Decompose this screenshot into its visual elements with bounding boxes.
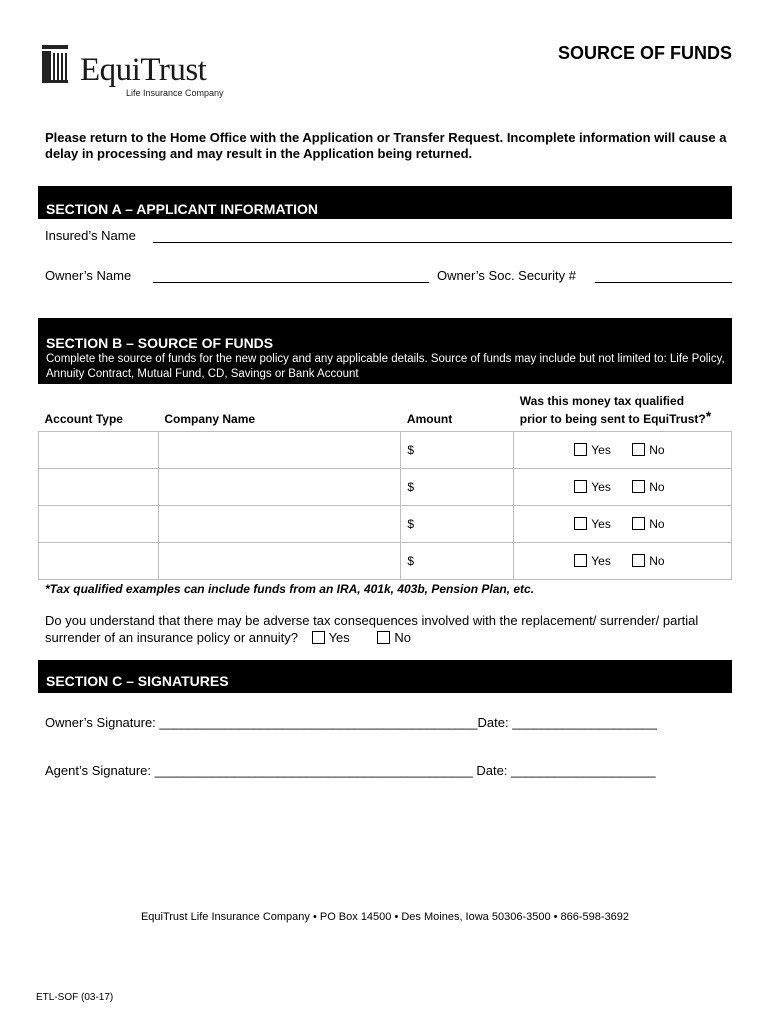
owner-name-label: Owner’s Name — [45, 268, 132, 283]
yes-label: Yes — [591, 516, 611, 531]
insured-name-label: Insured’s Name — [45, 228, 136, 243]
no-label: No — [649, 442, 665, 457]
account-type-cell[interactable] — [39, 431, 159, 468]
yes-checkbox[interactable] — [574, 443, 587, 456]
owner-name-field[interactable] — [153, 282, 429, 283]
question-yes-checkbox[interactable] — [312, 631, 325, 644]
yes-label: Yes — [591, 442, 611, 457]
account-type-cell[interactable] — [39, 505, 159, 542]
logo-subtitle: Life Insurance Company — [126, 88, 224, 98]
section-b-header — [38, 318, 732, 384]
col-account-type: Account Type — [44, 411, 123, 426]
asterisk-mark: * — [705, 407, 712, 424]
tax-consequence-question — [45, 612, 735, 646]
table-row — [39, 542, 732, 579]
amount-cell[interactable] — [401, 542, 514, 579]
section-a-title: SECTION A – APPLICANT INFORMATION — [46, 201, 318, 217]
no-checkbox[interactable] — [632, 517, 645, 530]
table-row — [39, 468, 732, 505]
dollar-sign: $ — [407, 553, 415, 568]
page-title: SOURCE OF FUNDS — [557, 43, 732, 63]
logo-wordmark: EquiTrust — [80, 52, 207, 88]
col-tax-qualified-line1: Was this money tax qualified — [519, 393, 685, 408]
source-of-funds-table — [38, 384, 732, 580]
instructions-notice: Please return to the Home Office with the Application or Transfer Request. Incomplete information will cause a delay in processing and may result in the Application being returned. — [45, 130, 727, 161]
section-c-title: SECTION C – SIGNATURES — [46, 673, 229, 689]
yes-checkbox[interactable] — [574, 554, 587, 567]
col-company-name: Company Name — [164, 411, 256, 426]
no-checkbox[interactable] — [632, 443, 645, 456]
yes-label: Yes — [591, 553, 611, 568]
amount-cell[interactable] — [401, 505, 514, 542]
company-name-cell[interactable] — [158, 505, 401, 542]
section-c-header — [38, 660, 732, 693]
amount-cell[interactable] — [401, 468, 514, 505]
owner-signature-line[interactable]: Owner’s Signature: ____________________________________________Date: ____________________ — [45, 715, 657, 730]
tax-qualified-cell — [514, 431, 732, 468]
yes-checkbox[interactable] — [574, 480, 587, 493]
account-type-cell[interactable] — [39, 542, 159, 579]
question-text: Do you understand that there may be adverse tax consequences involved with the replacement/ surrender/ partial surrender of an insurance policy or annuity? — [45, 613, 699, 645]
section-b-title: SECTION B – SOURCE OF FUNDS — [46, 335, 274, 351]
insured-name-field[interactable] — [153, 242, 732, 243]
footer-address: EquiTrust Life Insurance Company • PO Box 14500 • Des Moines, Iowa 50306-3500 • 866-598-3692 — [140, 911, 630, 923]
yes-label: Yes — [591, 479, 611, 494]
tax-qualified-cell — [514, 468, 732, 505]
table-row — [39, 505, 732, 542]
no-label: No — [649, 479, 665, 494]
dollar-sign: $ — [407, 479, 415, 494]
owner-ssn-field[interactable] — [595, 282, 732, 283]
col-tax-qualified — [514, 384, 732, 431]
table-header-row — [39, 384, 732, 431]
account-type-cell[interactable] — [39, 468, 159, 505]
question-no-checkbox[interactable] — [377, 631, 390, 644]
no-label: No — [649, 516, 665, 531]
company-name-cell[interactable] — [158, 468, 401, 505]
section-b-description: Complete the source of funds for the new policy and any applicable details. Source of funds may include but not limited to: Life Policy, Annuity Contract, Mutual Fund, CD, Savings or Bank Account — [46, 353, 725, 380]
logo-pillar-icon — [42, 45, 68, 83]
tax-qualified-cell — [514, 505, 732, 542]
question-no-label: No — [394, 630, 412, 645]
no-label: No — [649, 553, 665, 568]
company-name-cell[interactable] — [158, 431, 401, 468]
form-number: ETL-SOF (03-17) — [36, 992, 114, 1003]
no-checkbox[interactable] — [632, 554, 645, 567]
owner-ssn-label: Owner’s Soc. Security # — [437, 268, 576, 283]
tax-qualified-cell — [514, 542, 732, 579]
dollar-sign: $ — [407, 442, 415, 457]
no-checkbox[interactable] — [632, 480, 645, 493]
dollar-sign: $ — [407, 516, 415, 531]
company-name-cell[interactable] — [158, 542, 401, 579]
tax-qualified-footnote: *Tax qualified examples can include funds from an IRA, 401k, 403b, Pension Plan, etc. — [45, 582, 535, 596]
amount-cell[interactable] — [401, 431, 514, 468]
col-amount: Amount — [406, 411, 453, 426]
table-row — [39, 431, 732, 468]
col-tax-qualified-line2: prior to being sent to EquiTrust? — [519, 411, 706, 426]
section-a-header — [38, 186, 732, 219]
question-yes-label: Yes — [328, 630, 350, 645]
agent-signature-line[interactable]: Agent’s Signature: ____________________________________________ Date: ____________________ — [45, 763, 656, 778]
yes-checkbox[interactable] — [574, 517, 587, 530]
